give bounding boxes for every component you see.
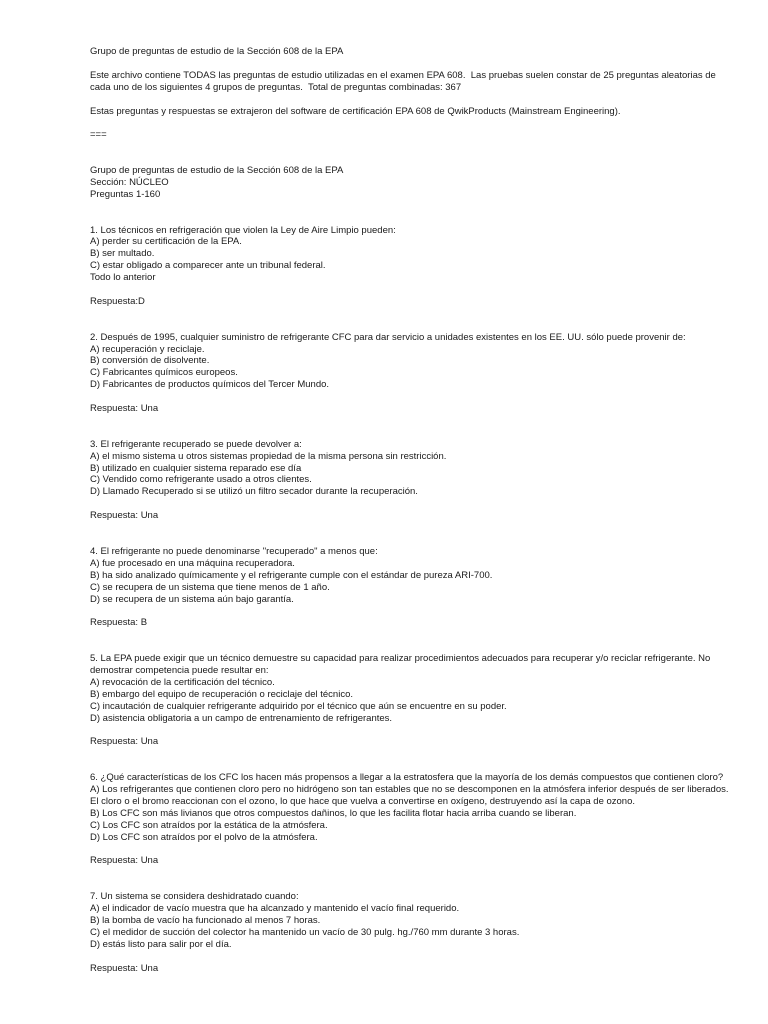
question-option: C) incautación de cualquier refrigerante adquirido por el técnico que aún se encuentre en su poder. xyxy=(90,700,507,712)
question-option: B) Los CFC son más livianos que otros compuestos dañinos, lo que les facilita flotar hacia arriba cuando se liberan. xyxy=(90,807,577,819)
question-option: B) la bomba de vacío ha funcionado al menos 7 horas. xyxy=(90,914,321,926)
document-title: Grupo de preguntas de estudio de la Sección 608 de la EPA xyxy=(90,46,344,57)
question-block xyxy=(90,772,730,867)
question-text: 3. El refrigerante recuperado se puede devolver a: xyxy=(90,438,302,450)
question-answer: Respuesta: Una xyxy=(90,510,159,522)
question-option: A) el mismo sistema u otros sistemas propiedad de la misma persona sin restricción. xyxy=(90,450,447,462)
question-text: 6. ¿Qué características de los CFC los hacen más propensos a llegar a la estratosfera que la mayoría de los demás compuestos que contienen cloro? xyxy=(90,772,724,784)
question-option: D) Los CFC son atraídos por el polvo de la atmósfera. xyxy=(90,831,318,843)
question-option: D) asistencia obligatoria a un campo de entrenamiento de refrigerantes. xyxy=(90,712,393,724)
question-answer: Respuesta: Una xyxy=(90,855,159,867)
question-option: B) utilizado en cualquier sistema reparado ese día xyxy=(90,462,302,474)
question-option: A) fue procesado en una máquina recuperadora. xyxy=(90,557,295,569)
question-option: C) estar obligado a comparecer ante un tribunal federal. xyxy=(90,260,326,272)
question-option: B) ha sido analizado químicamente y el refrigerante cumple con el estándar de pureza ARI-700. xyxy=(90,569,493,581)
question-option: D) se recupera de un sistema aún bajo garantía. xyxy=(90,593,294,605)
document-page xyxy=(90,46,730,974)
section-name: Sección: NÚCLEO xyxy=(90,176,169,188)
question-block xyxy=(90,439,730,522)
section-title: Grupo de preguntas de estudio de la Sección 608 de la EPA xyxy=(90,165,344,176)
question-block xyxy=(90,653,730,748)
intro-paragraph-1: Este archivo contiene TODAS las preguntas de estudio utilizadas en el examen EPA 608. Las pruebas suelen constar de 25 preguntas aleatorias de cada uno de los siguientes 4 grupos de preguntas. Total de preguntas combinadas: 367 xyxy=(90,69,719,93)
question-option: B) embargo del equipo de recuperación o reciclaje del técnico. xyxy=(90,688,353,700)
question-option: B) ser multado. xyxy=(90,248,155,260)
question-option: C) Fabricantes químicos europeos. xyxy=(90,367,238,379)
question-answer: Respuesta: Una xyxy=(90,736,159,748)
question-text: 5. La EPA puede exigir que un técnico demuestre su capacidad para realizar procedimientos adecuados para recuperar y/o reciclar refrigerante. No demostrar competencia puede resultar en: xyxy=(90,653,713,676)
question-answer: Respuesta: Una xyxy=(90,403,159,415)
question-answer: Respuesta: B xyxy=(90,617,148,629)
question-block xyxy=(90,332,730,415)
question-option: D) estás listo para salir por el día. xyxy=(90,938,232,950)
question-option: Todo lo anterior xyxy=(90,272,156,284)
question-option: D) Llamado Recuperado si se utilizó un filtro secador durante la recuperación. xyxy=(90,486,418,498)
question-text: 1. Los técnicos en refrigeración que violen la Ley de Aire Limpio pueden: xyxy=(90,224,396,236)
question-option: C) Los CFC son atraídos por la estática de la atmósfera. xyxy=(90,819,328,831)
question-answer: Respuesta:D xyxy=(90,295,145,307)
question-answer: Respuesta: Una xyxy=(90,962,159,974)
question-option: D) Fabricantes de productos químicos del Tercer Mundo. xyxy=(90,379,330,391)
question-option: A) el indicador de vacío muestra que ha alcanzado y mantenido el vacío final requerido. xyxy=(90,902,460,914)
separator: === xyxy=(90,129,107,141)
question-block xyxy=(90,546,730,629)
section-range: Preguntas 1-160 xyxy=(90,188,161,200)
question-option: A) Los refrigerantes que contienen cloro pero no hidrógeno son tan estables que no se descomponen en la atmósfera inferior después de ser liberados. El cloro o el bromo reaccionan con el ozono, lo que hace que vuelva a convertirse en oxígeno, destruyendo así la capa de ozono. xyxy=(90,783,732,807)
question-option: A) revocación de la certificación del técnico. xyxy=(90,676,275,688)
question-option: A) perder su certificación de la EPA. xyxy=(90,236,242,248)
question-option: C) se recupera de un sistema que tiene menos de 1 año. xyxy=(90,581,330,593)
question-text: 7. Un sistema se considera deshidratado cuando: xyxy=(90,891,299,903)
intro-paragraph-2: Estas preguntas y respuestas se extrajeron del software de certificación EPA 608 de QwikProducts (Mainstream Engineering). xyxy=(90,105,621,117)
question-block xyxy=(90,225,730,308)
question-option: A) recuperación y reciclaje. xyxy=(90,343,205,355)
question-block xyxy=(90,891,730,974)
question-text: 2. Después de 1995, cualquier suministro de refrigerante CFC para dar servicio a unidades existentes en los EE. UU. sólo puede provenir de: xyxy=(90,331,686,343)
question-text: 4. El refrigerante no puede denominarse "recuperado" a menos que: xyxy=(90,545,378,557)
question-option: B) conversión de disolvente. xyxy=(90,355,210,367)
question-option: C) Vendido como refrigerante usado a otros clientes. xyxy=(90,474,312,486)
question-option: C) el medidor de succión del colector ha mantenido un vacío de 30 pulg. hg./760 mm durante 3 horas. xyxy=(90,926,520,938)
